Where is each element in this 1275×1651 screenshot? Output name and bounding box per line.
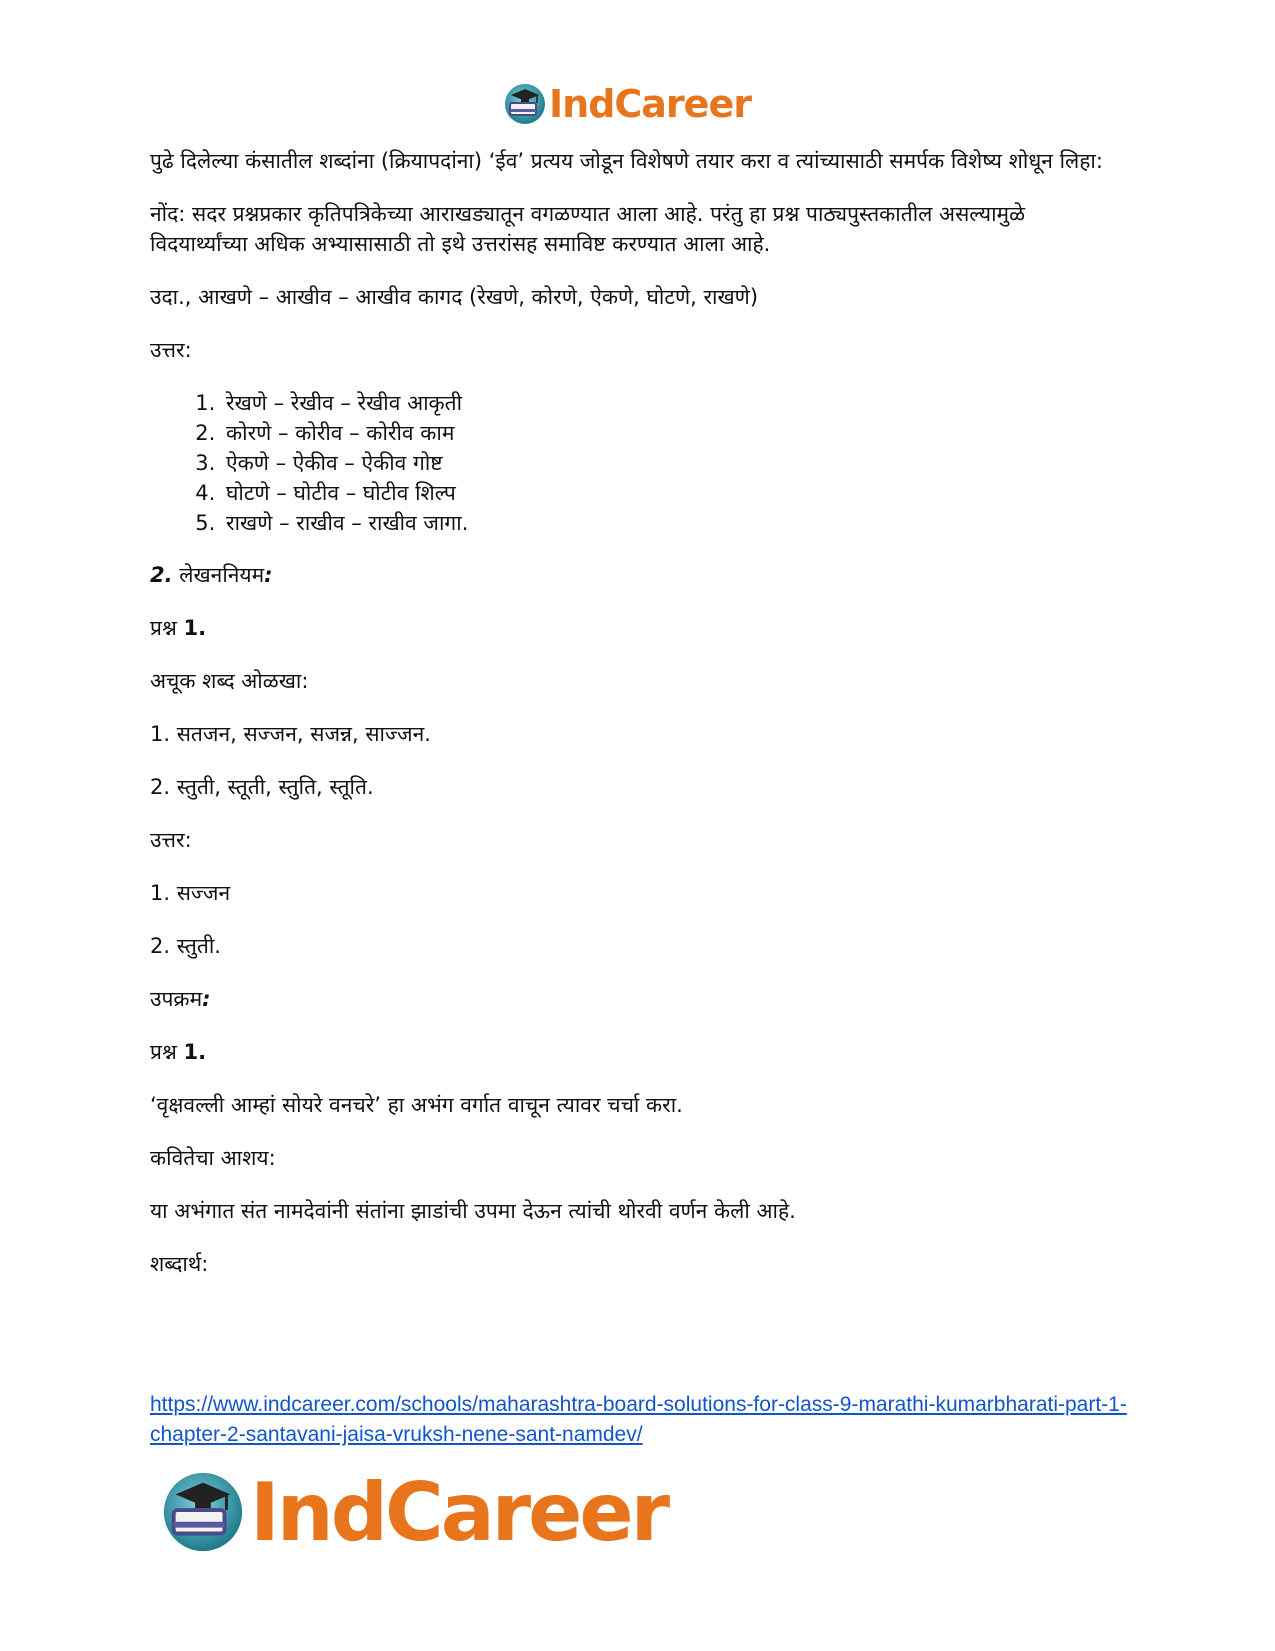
section-colon: : [264,563,273,587]
brand-name-prefix: Ind [250,1465,385,1559]
book-graduation-cap-icon [503,82,547,126]
brand-name-bottom [250,1466,667,1559]
answer-label-2: उत्तर: [150,828,192,852]
note-paragraph: नोंद: सदर प्रश्नप्रकार कृतिपत्रिकेच्या आराखड्यातून वगळण्यात आला आहे. परंतु हा प्रश्न पाठ्यपुस्तकातील असल्यामुळे विदयार्थ्यांच्या अधिक अभ्यासासाठी तो इथे उत्तरांसह समाविष्ट करण्यात आला आहे. [150,202,1026,256]
intro-paragraph: पुढे दिलेल्या कंसातील शब्दांना (क्रियापदांना) ‘ईव’ प्रत्यय जोडून विशेषणे तयार करा व त्यांच्यासाठी समर्पक विशेष्य शोधून लिहा: [150,149,1103,173]
answer-label: उत्तर: [150,338,192,362]
question-heading-2 [150,1037,1110,1067]
brand-name-suffix: Career [384,1465,668,1559]
question-number: 1. [183,616,207,640]
brand-name-prefix: Ind [549,82,615,126]
section-heading [150,560,1110,590]
source-url-link[interactable]: https://www.indcareer.com/schools/maharashtra-board-solutions-for-class-9-marathi-kumarbharati-part-1-chapter-2-santavani-jaisa-vruksh-nene-sant-namdev/ [150,1393,1127,1446]
list-item: 3. ऐकणे – ऐकीव – ऐकीव गोष्ट [222,448,1110,478]
question-label-2: प्रश्न [150,1040,184,1064]
answer-list [150,388,1110,538]
identify-label: अचूक शब्द ओळखा: [150,669,309,693]
brand-name [549,82,751,126]
question-label: प्रश्न [150,616,184,640]
brand-logo-bottom [160,1467,667,1557]
answer-2: 2. स्तुती. [150,934,221,958]
answer-1: 1. सज्जन [150,881,231,905]
activity-label: उपक्रम [150,987,203,1011]
activity-heading [150,984,1110,1014]
option-2: 2. स्तुती, स्तूती, स्तुति, स्तूति. [150,775,374,799]
list-item: 5. राखणे – राखीव – राखीव जागा. [222,508,1110,538]
list-item: 2. कोरणे – कोरीव – कोरीव काम [222,418,1110,448]
meaning-text: या अभंगात संत नामदेवांनी संतांना झाडांची उपमा देऊन त्यांची थोरवी वर्णन केली आहे. [150,1199,796,1223]
document-body [150,146,1110,1302]
book-graduation-cap-icon [160,1469,246,1555]
section-title: लेखननियम [172,563,265,587]
activity-text: ‘वृक्षवल्ली आम्हां सोयरे वनचरे’ हा अभंग वर्गात वाचून त्यावर चर्चा करा. [150,1093,683,1117]
brand-name-suffix: Career [614,82,751,126]
question-heading [150,613,1110,643]
example-paragraph: उदा., आखणे – आखीव – आखीव कागद (रेखणे, कोरणे, ऐकणे, घोटणे, राखणे) [150,285,759,309]
word-meaning-label: शब्दार्थ: [150,1252,209,1276]
section-number: 2. [150,563,173,587]
list-item: 1. रेखणे – रेखीव – रेखीव आकृती [222,388,1110,418]
meaning-label: कवितेचा आशय: [150,1146,276,1170]
activity-colon: : [202,987,211,1011]
option-1: 1. सतजन, सज्जन, सजन्न, साज्जन. [150,722,431,746]
brand-logo-top [503,80,751,128]
list-item: 4. घोटणे – घोटीव – घोटीव शिल्प [222,478,1110,508]
question-number-2: 1. [183,1040,207,1064]
